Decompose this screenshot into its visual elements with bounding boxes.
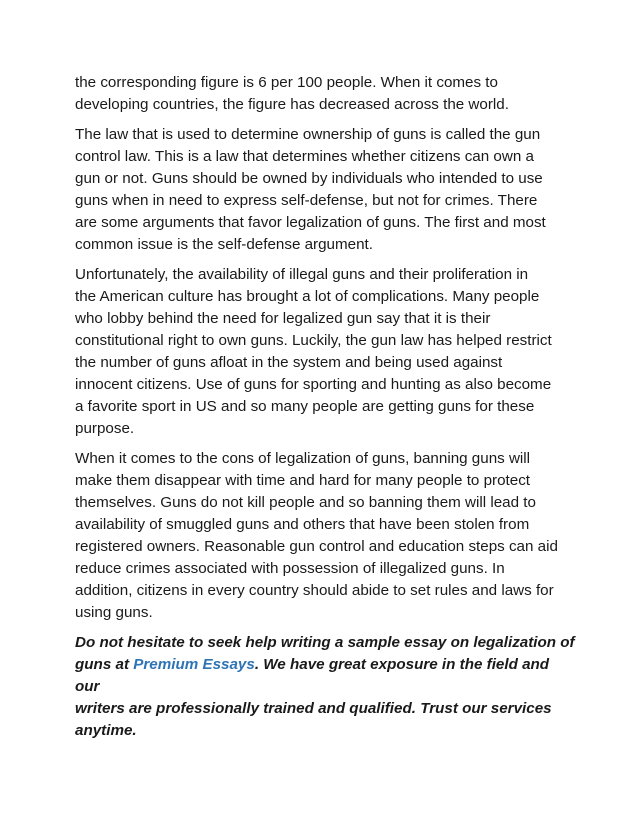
premium-essays-link[interactable]: Premium Essays <box>133 656 255 673</box>
cta-text-before-link: Do not hesitate to seek help writing a sample essay on legalization of guns at <box>75 634 575 673</box>
paragraph-gun-control-law: The law that is used to determine ownership of guns is called the gun control law. This is a law that determines whether citizens can own a gun or not. Guns should be owned by individuals who intended to use guns when in need to express self-defense, but not for crimes. There are some arguments that favor legalization of guns. The first and most common issue is the self-defense argument. <box>75 126 546 253</box>
paragraph-cons-legalization: When it comes to the cons of legalization of guns, banning guns will make them disappear with time and hard for many people to protect themselves. Guns do not kill people and so banning them will lead to availability of smuggled guns and others that have been stolen from registered owners. Reasonable gun control and education steps can aid reduce crimes associated with possession of illegalized guns. In addition, citizens in every country should abide to set rules and laws for using guns. <box>75 450 558 621</box>
cta-text-after-link: . We have great exposure in the field and our writers are professionally trained and qualified. Trust our services anytime. <box>75 656 552 739</box>
paragraph-illegal-guns: Unfortunately, the availability of illegal guns and their proliferation in the American culture has brought a lot of complications. Many people who lobby behind the need for legalized gun say that it is their constitutional right to own guns. Luckily, the gun law has helped restrict the number of guns afloat in the system and being used against innocent citizens. Use of guns for sporting and hunting as also become a favorite sport in US and so many people are getting guns for these purpose. <box>75 266 552 437</box>
paragraph-intro: the corresponding figure is 6 per 100 people. When it comes to developing countries, the figure has decreased across the world. <box>75 74 509 113</box>
call-to-action <box>75 632 575 742</box>
document-body <box>75 72 575 750</box>
